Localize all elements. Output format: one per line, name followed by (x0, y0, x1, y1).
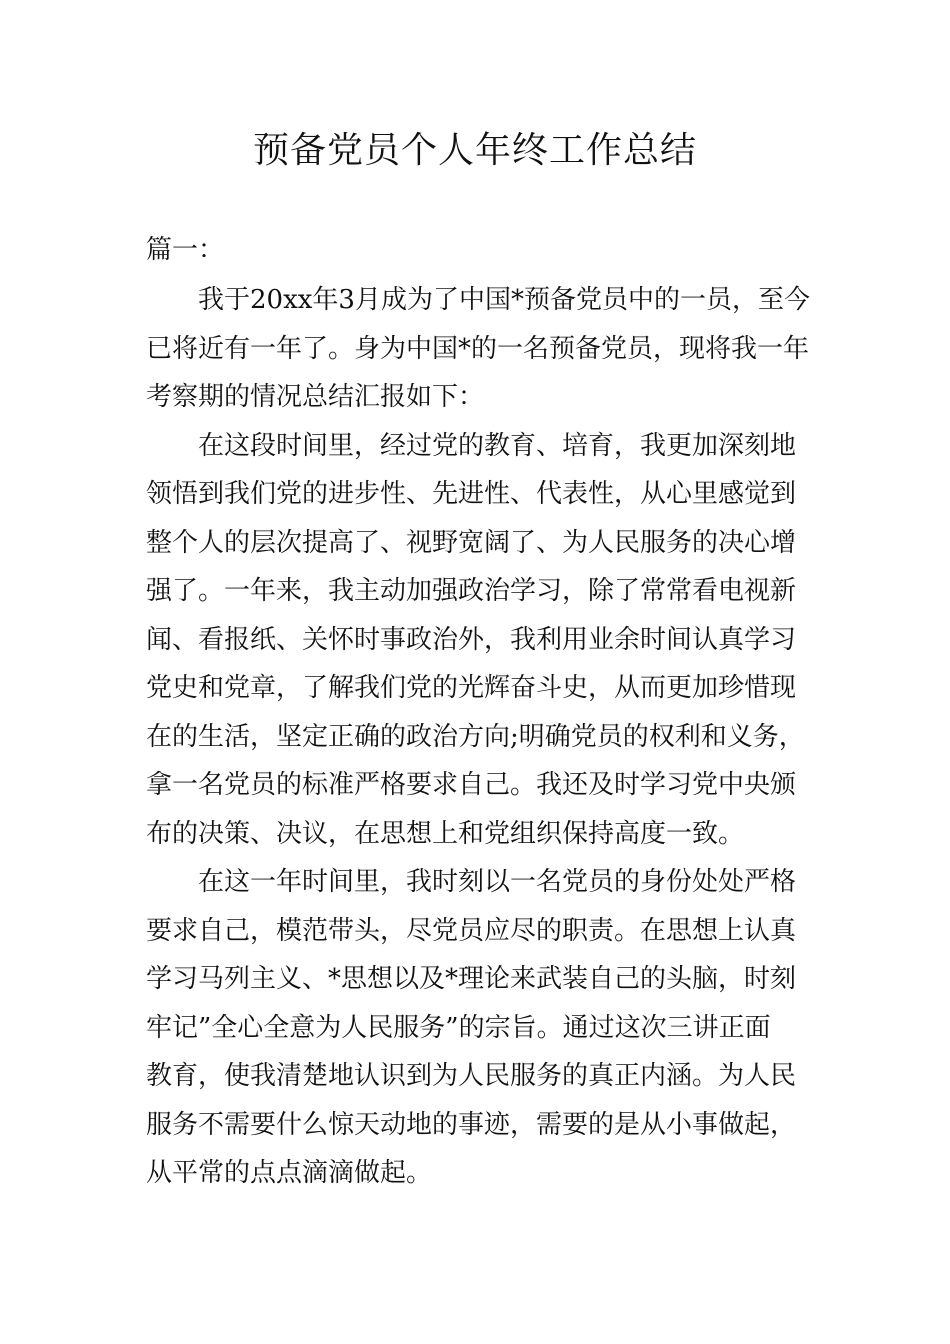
text-line: 已将近有一年了。身为中国*的一名预备党员，现将我一年 (146, 333, 810, 364)
text-line: 在这段时间里，经过党的教育、培育，我更加深刻地 (198, 430, 797, 461)
text-line: 服务不需要什么惊天动地的事迹，需要的是从小事做起， (146, 1109, 797, 1140)
text-line: 在的生活，坚定正确的政治方向;明确党员的权利和义务， (146, 721, 805, 752)
text-line: 闻、看报纸、关怀时事政治外，我利用业余时间认真学习 (146, 624, 797, 655)
paragraph-2 (146, 422, 810, 859)
text-line: 要求自己，模范带头，尽党员应尽的职责。在思想上认真 (146, 915, 797, 946)
paragraph-3 (146, 858, 810, 1198)
document-body (146, 226, 810, 1198)
text-line: 我于20xx年3月成为了中国*预备党员中的一员，至今 (198, 285, 810, 315)
text-line: 党史和党章，了解我们党的光辉奋斗史，从而更加珍惜现 (146, 673, 797, 703)
text-line: 学习马列主义、*思想以及*理论来武装自己的头脑，时刻 (146, 964, 797, 994)
text-line: 牢记”全心全意为人民服务”的宗旨。通过这次三讲正面 (146, 1012, 771, 1043)
text-line: 布的决策、决议，在思想上和党组织保持高度一致。 (146, 818, 745, 849)
text-line: 从平常的点点滴滴做起。 (146, 1158, 433, 1188)
text-line: 强了。一年来，我主动加强政治学习，除了常常看电视新 (146, 576, 797, 606)
section-label: 篇一： (146, 235, 225, 265)
paragraph-1 (146, 276, 810, 422)
text-line: 整个人的层次提高了、视野宽阔了、为人民服务的决心增 (146, 527, 797, 558)
text-line: 考察期的情况总结汇报如下： (146, 382, 485, 412)
text-line: 在这一年时间里，我时刻以一名党员的身份处处严格 (198, 867, 797, 897)
text-line: 教育，使我清楚地认识到为人民服务的真正内涵。为人民 (146, 1061, 797, 1091)
text-line: 拿一名党员的标准严格要求自己。我还及时学习党中央颁 (146, 770, 797, 800)
document-title: 预备党员个人年终工作总结 (252, 130, 697, 171)
text-line: 领悟到我们党的进步性、先进性、代表性，从心里感觉到 (146, 479, 797, 509)
